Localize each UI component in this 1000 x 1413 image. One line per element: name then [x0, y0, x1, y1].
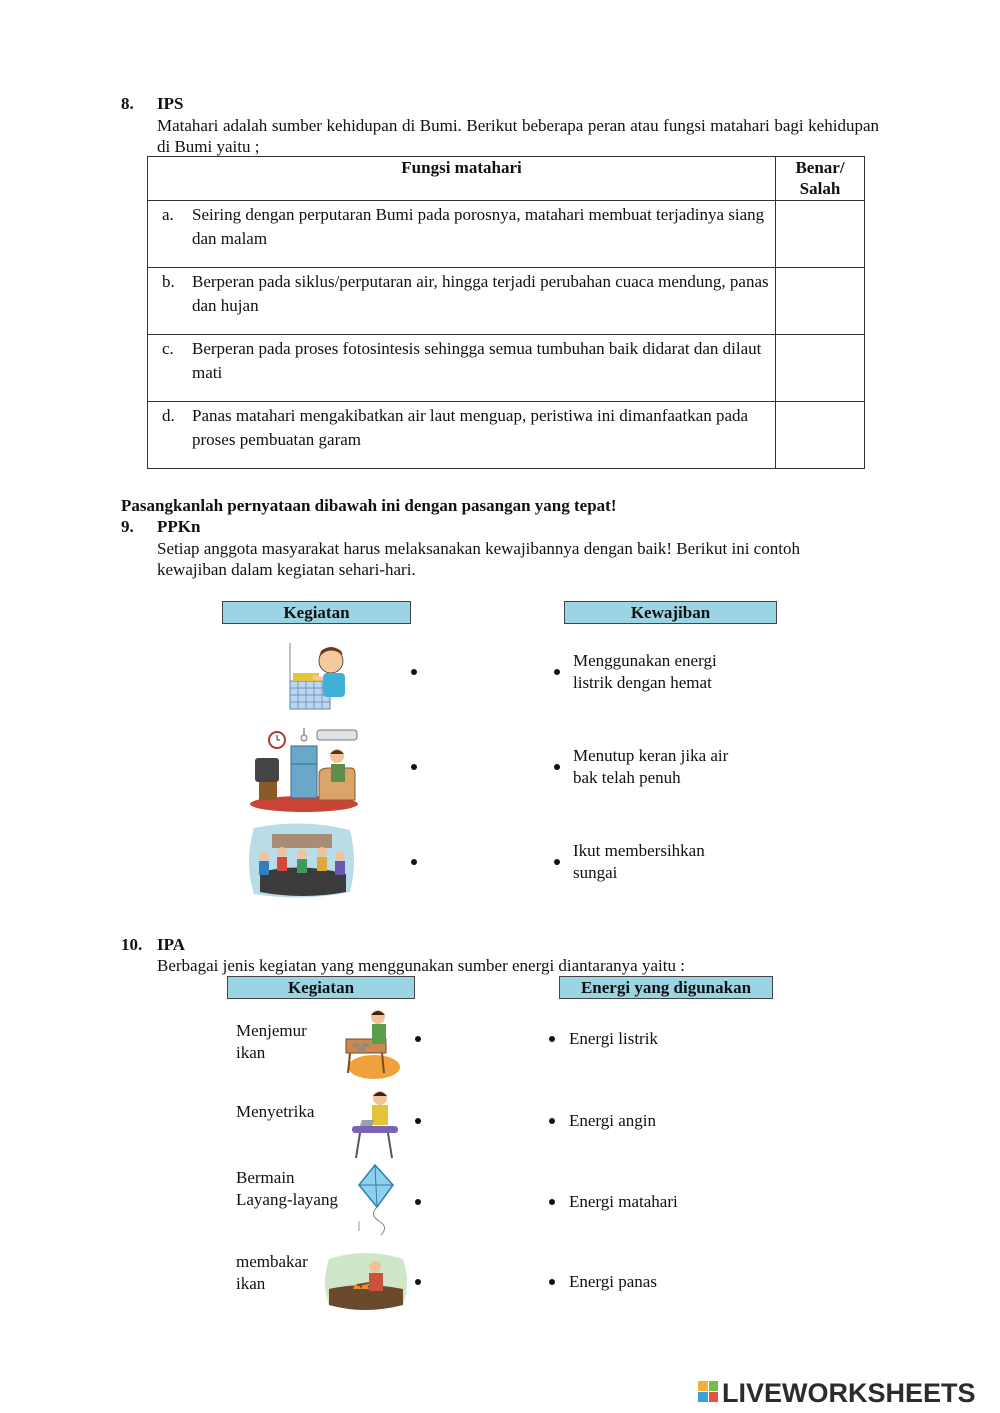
row-statement: Panas matahari mengakibatkan air laut menguap, peristiwa ini dimanfaatkan pada proses pembuatan garam	[192, 406, 749, 449]
answer-cell-a[interactable]	[776, 201, 865, 268]
row-letter: c.	[162, 339, 174, 358]
q9-obligation-2: Menutup keran jika air bak telah penuh	[573, 746, 729, 787]
question-number-8: 8.	[121, 94, 134, 113]
q10-activity-1: Menjemur ikan	[236, 1021, 307, 1062]
q9-left-dot-3[interactable]	[411, 859, 417, 865]
q10-energy-3: Energi matahari	[569, 1192, 678, 1211]
header-benar: Benar/	[795, 158, 845, 177]
kite-illustration	[355, 1163, 397, 1237]
q10-left-header: Kegiatan	[227, 976, 415, 999]
table-row	[148, 201, 865, 268]
q10-energy-1: Energi listrik	[569, 1029, 658, 1048]
q9-obligation-1: Menggunakan energi listrik dengan hemat	[573, 651, 717, 692]
q9-right-dot-3[interactable]	[554, 859, 560, 865]
q10-left-dot-1[interactable]	[415, 1036, 421, 1042]
sun-function-table	[147, 156, 865, 469]
q9-right-dot-1[interactable]	[554, 669, 560, 675]
row-letter: a.	[162, 205, 174, 224]
q10-right-dot-1[interactable]	[549, 1036, 555, 1042]
question-subject-ppkn: PPKn	[157, 517, 201, 536]
q10-left-dot-2[interactable]	[415, 1118, 421, 1124]
row-letter: b.	[162, 272, 175, 291]
matching-instruction: Pasangkanlah pernyataan dibawah ini dengan pasangan yang tepat!	[121, 496, 617, 515]
table-header-true-false	[776, 157, 865, 201]
q10-right-header: Energi yang digunakan	[559, 976, 773, 999]
q10-energy-2: Energi angin	[569, 1111, 657, 1130]
q10-right-dot-2[interactable]	[549, 1118, 555, 1124]
table-row	[148, 335, 865, 402]
q10-right-dot-4[interactable]	[549, 1279, 555, 1285]
table-row	[148, 402, 865, 469]
q10-activity-2: Menyetrika	[236, 1102, 315, 1121]
q10-right-dot-3[interactable]	[549, 1199, 555, 1205]
q10-activity-4: membakar ikan	[236, 1252, 308, 1293]
answer-cell-c[interactable]	[776, 335, 865, 402]
row-statement: Seiring dengan perputaran Bumi pada porosnya, matahari membuat terjadinya siang dan malam	[192, 205, 765, 248]
question-9-intro: Setiap anggota masyarakat harus melaksanakan kewajibannya dengan baik! Berikut ini contoh kewajiban dalam kegiatan sehari-hari.	[157, 539, 800, 579]
table-header-function: Fungsi matahari	[148, 157, 776, 201]
question-8-intro: Matahari adalah sumber kehidupan di Bumi. Berikut beberapa peran atau fungsi matahari bagi kehidupan di Bumi yaitu ;	[157, 116, 879, 156]
river-cleanup-illustration	[246, 822, 358, 900]
grilling-fish-illustration	[323, 1249, 409, 1313]
table-row	[148, 268, 865, 335]
question-10-intro: Berbagai jenis kegiatan yang menggunakan sumber energi diantaranya yaitu :	[157, 956, 685, 975]
ironing-illustration	[348, 1088, 400, 1160]
question-number-10: 10.	[121, 935, 143, 954]
question-number-9: 9.	[121, 517, 134, 536]
header-salah: Salah	[799, 179, 841, 198]
q9-left-header: Kegiatan	[222, 601, 411, 624]
living-room-illustration	[249, 728, 359, 812]
answer-cell-b[interactable]	[776, 268, 865, 335]
q9-right-header: Kewajiban	[564, 601, 777, 624]
q10-activity-3: Bermain Layang-layang	[236, 1168, 338, 1209]
q9-left-dot-1[interactable]	[411, 669, 417, 675]
q9-obligation-3: Ikut membersihkan sungai	[573, 841, 705, 882]
question-subject-ipa: IPA	[157, 935, 186, 954]
q10-left-dot-4[interactable]	[415, 1279, 421, 1285]
row-statement: Berperan pada proses fotosintesis sehingga semua tumbuhan baik didarat dan dilaut mati	[192, 339, 762, 382]
row-statement: Berperan pada siklus/perputaran air, hingga terjadi perubahan cuaca mendung, panas dan hujan	[192, 272, 769, 315]
q10-energy-4: Energi panas	[569, 1272, 657, 1291]
answer-cell-d[interactable]	[776, 402, 865, 469]
liveworksheets-logo-icon	[698, 1381, 718, 1403]
q9-left-dot-2[interactable]	[411, 764, 417, 770]
q9-right-dot-2[interactable]	[554, 764, 560, 770]
drying-fish-illustration	[342, 1007, 400, 1079]
boy-washing-illustration	[289, 643, 351, 711]
question-subject-ips: IPS	[157, 94, 184, 113]
q10-left-dot-3[interactable]	[415, 1199, 421, 1205]
liveworksheets-logo-text: LIVEWORKSHEETS	[722, 1378, 976, 1408]
row-letter: d.	[162, 406, 175, 425]
